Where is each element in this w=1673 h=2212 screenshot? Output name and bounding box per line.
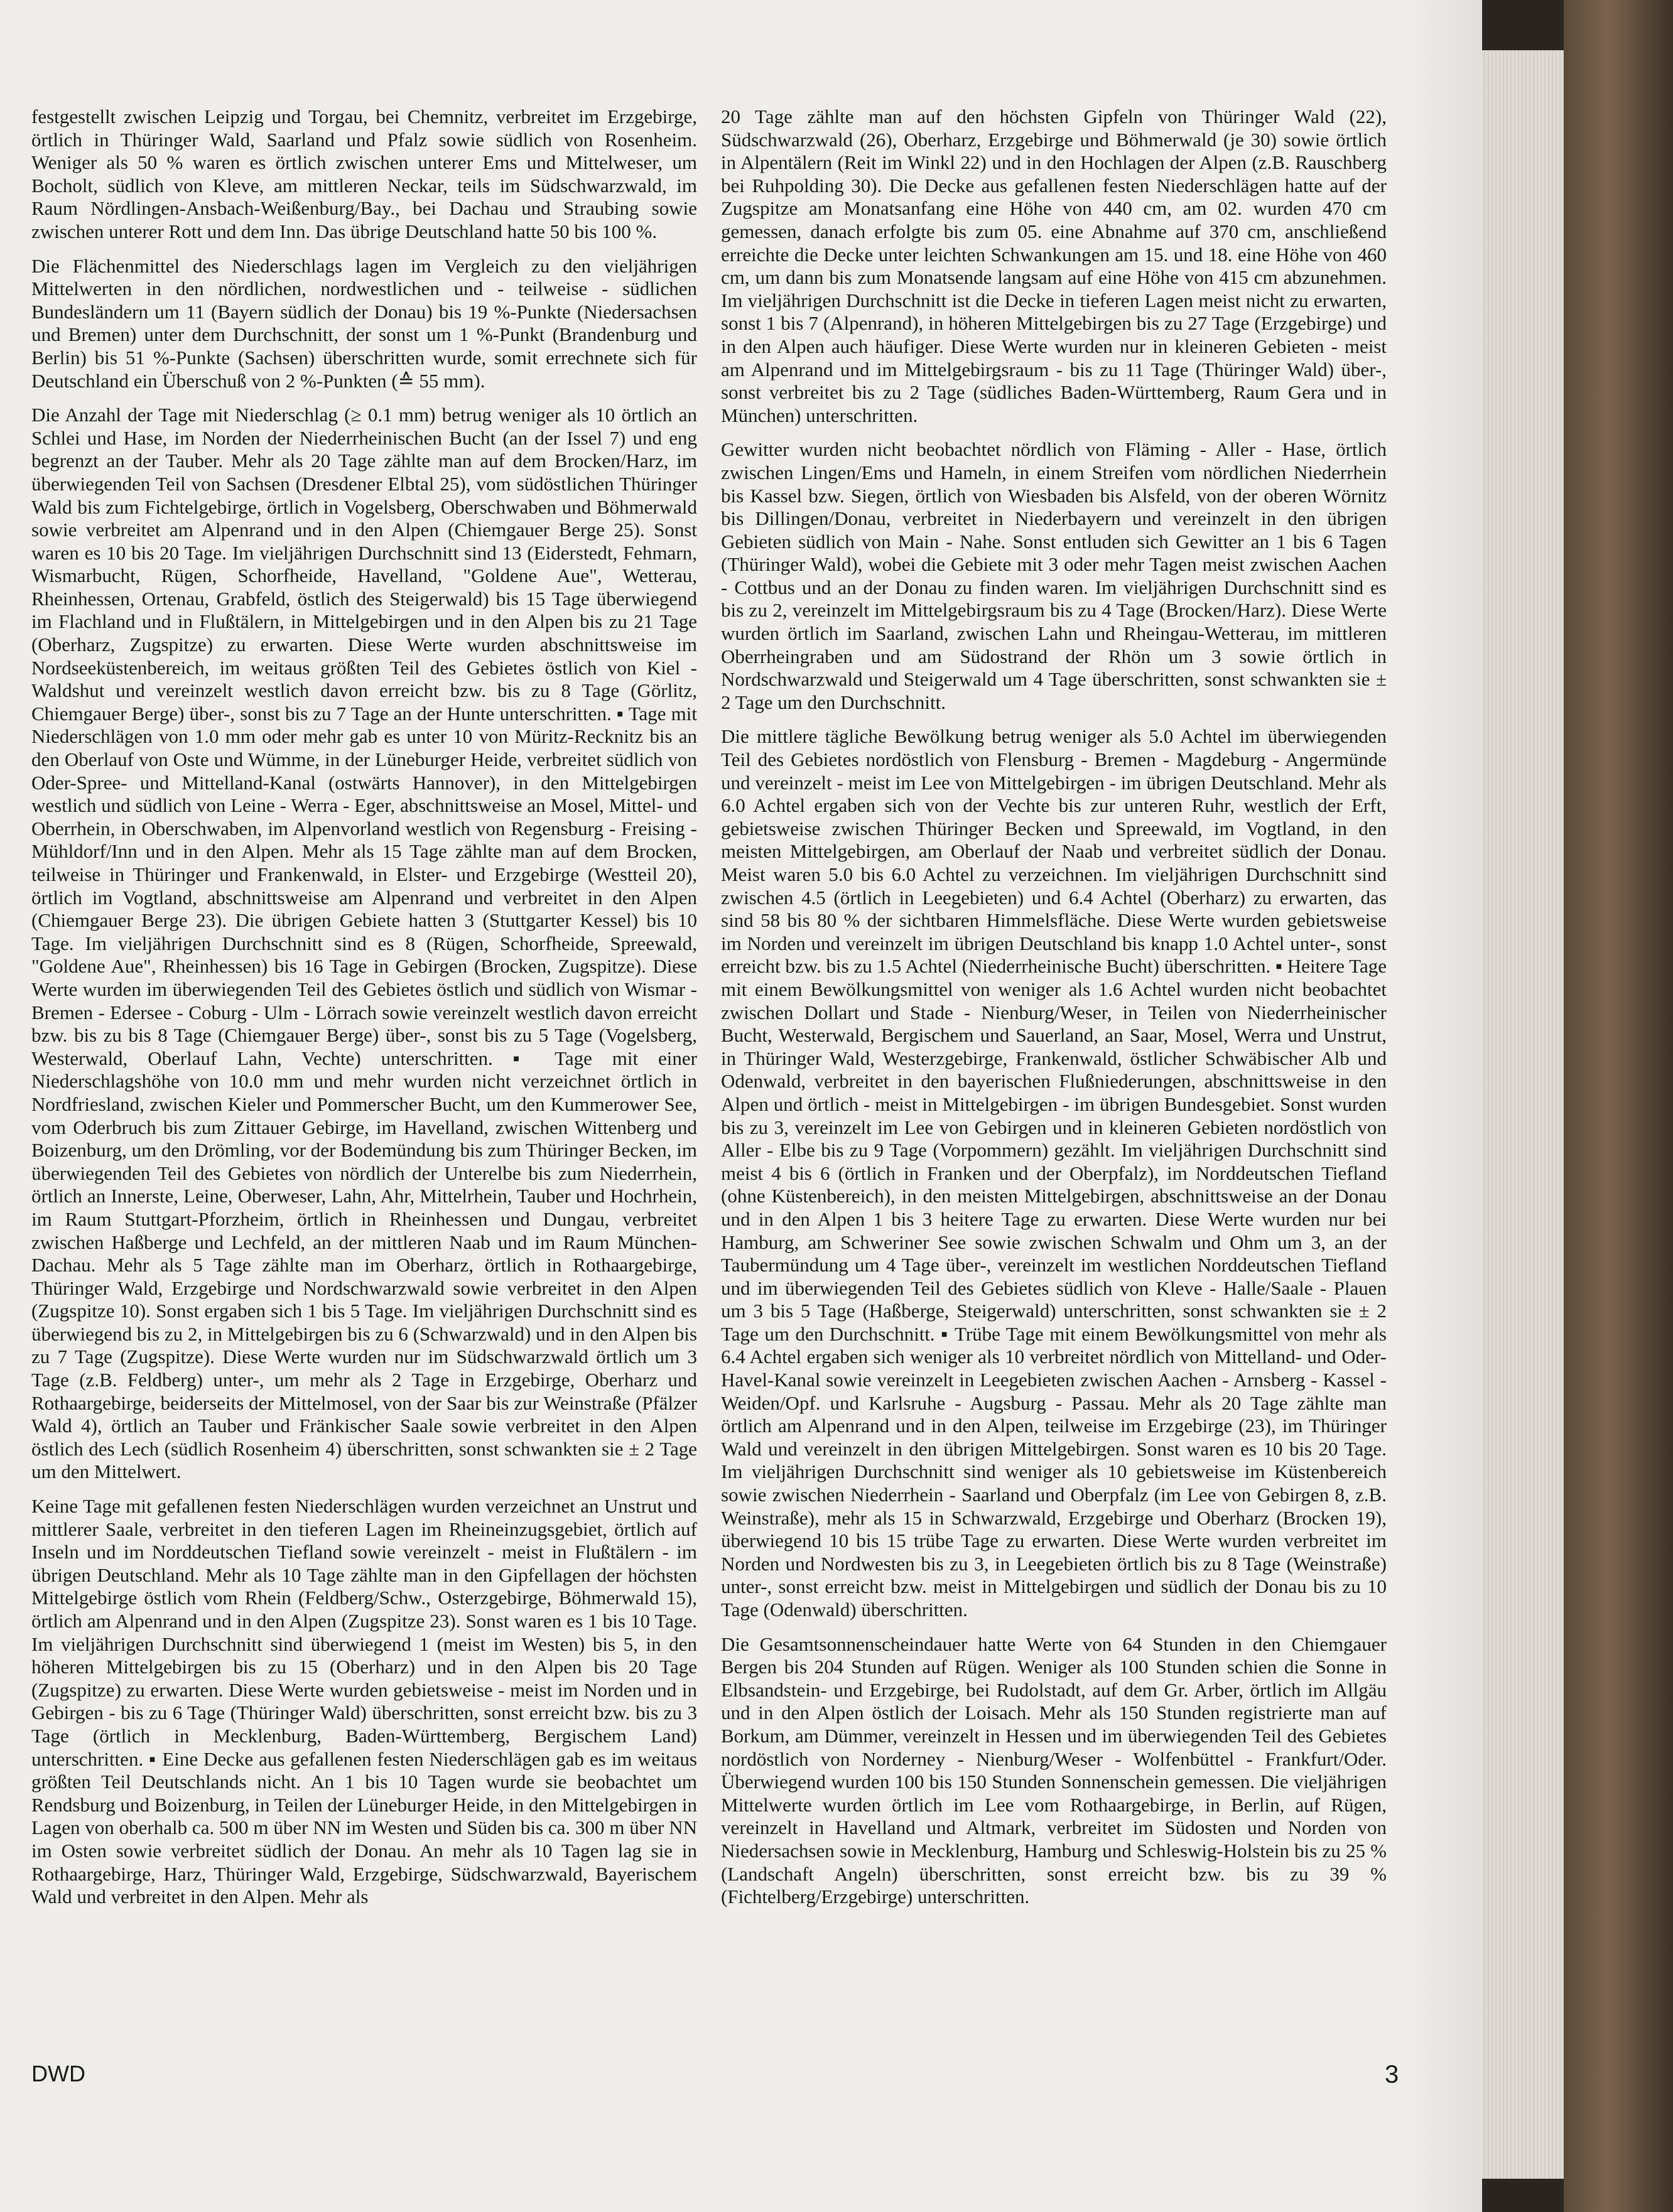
page-number: 3 <box>1385 2061 1399 2088</box>
page-stack-edge <box>1482 50 1564 2179</box>
book-cover <box>1564 0 1673 2212</box>
publisher-label: DWD <box>31 2061 85 2086</box>
text-column-right <box>721 105 1387 1920</box>
page-shadow <box>1407 0 1482 2212</box>
paragraph: festgestellt zwischen Leipzig und Torgau, bei Chemnitz, verbreitet im Erzgebirge, örtlich in Thüringer Wald, Saarland und Pfalz sowie südlich von Rosenheim. Weniger als 50 % waren es örtlich zwischen unterer Ems und Mittelweser, um Bocholt, südlich von Kleve, am mittleren Neckar, teils im Südschwarzwald, im Raum Nördlingen-Ansbach-Weißenburg/Bay., bei Dachau und Straubing sowie zwischen unterer Rott und dem Inn. Das übrige Deutschland hatte 50 bis 100 %. <box>31 105 697 242</box>
paragraph: Die Flächenmittel des Niederschlags lagen im Vergleich zu den vieljährigen Mittelwerten in den nördlichen, nordwestlichen und - teilweise - südlichen Bundesländern um 11 (Bayern südlich der Donau) bis 19 %-Punkte (Niedersachsen und Bremen) unter dem Durchschnitt, der sonst um 1 %-Punkt (Brandenburg und Berlin) bis 51 %-Punkte (Sachsen) überschritten wurde, somit errechnete sich für Deutschland ein Überschuß von 2 %-Punkten (≙ 55 mm). <box>31 254 697 392</box>
paragraph: 20 Tage zählte man auf den höchsten Gipfeln von Thüringer Wald (22), Südschwarzwald (26), Oberharz, Erzgebirge und Böhmerwald (je 30) sowie örtlich in Alpentälern (Reit im Winkl 22) und in den Hochlagen der Alpen (z.B. Rauschberg bei Ruhpolding 30). Die Decke aus gefallenen festen Niederschlägen hatte auf der Zugspitze am Monatsanfang eine Höhe von 440 cm, am 02. wurden 470 cm gemessen, danach erfolgte bis zum 05. eine Abnahme auf 370 cm, anschließend erreichte die Decke unter leichten Schwankungen am 15. und 18. eine Höhe von 460 cm, um dann bis zum Monatsende langsam auf eine Höhe von 415 cm abzunehmen. Im vieljährigen Durchschnitt ist die Decke in tieferen Lagen meist nicht zu erwarten, sonst 1 bis 7 (Alpenrand), in höheren Mittelgebirgen bis zu 27 Tage (Erzgebirge) und in den Alpen auch häufiger. Diese Werte wurden nur in kleineren Gebieten - meist am Alpenrand und im Mittelgebirgsraum - bis zu 11 Tage (Thüringer Wald) über-, sonst verbreitet bis zu 2 Tage (südliches Baden-Württemberg, Raum Gera und in München) unterschritten. <box>721 105 1387 426</box>
paragraph: Die Anzahl der Tage mit Niederschlag (≥ 0.1 mm) betrug weniger als 10 örtlich an Schlei und Hase, im Norden der Niederrheinischen Bucht (an der Issel 7) und eng begrenzt an der Tauber. Mehr als 20 Tage zählte man auf dem Brocken/Harz, im überwiegenden Teil von Sachsen (Dresdener Elbtal 25), vom südöstlichen Thüringer Wald bis zum Fichtelgebirge, örtlich in Vogelsberg, Oberschwaben und Böhmerwald sowie verbreitet am Alpenrand und in den Alpen (Chiemgauer Berge 25). Sonst waren es 10 bis 20 Tage. Im vieljährigen Durchschnitt sind 13 (Eiderstedt, Fehmarn, Wismarbucht, Rügen, Schorfheide, Havelland, "Goldene Aue", Wetterau, Rheinhessen, Ortenau, Grabfeld, östlich des Steigerwald) bis 15 Tage überwiegend im Flachland und in Flußtälern, in Mittelgebirgen und in den Alpen bis zu 21 Tage (Oberharz, Zugspitze) zu erwarten. Diese Werte wurden abschnittsweise im Nordseeküstenbereich, im weitaus größten Teil des Gebietes östlich von Kiel - Waldshut und vereinzelt westlich davon erreicht bzw. bis zu 8 Tage (Görlitz, Chiemgauer Berge) über-, sonst bis zu 7 Tage an der Hunte unterschritten. ▪ Tage mit Niederschlägen von 1.0 mm oder mehr gab es unter 10 von Müritz-Recknitz bis an den Oberlauf von Oste und Wümme, in der Lüneburger Heide, verbreitet südlich von Oder-Spree- und Mittelland-Kanal (ostwärts Hannover), in den Mittelgebirgen westlich und südlich von Leine - Werra - Eger, abschnittsweise an Mosel, Mittel- und Oberrhein, in Oberschwaben, im Alpenvorland westlich von Regensburg - Freising - Mühldorf/Inn und in den Alpen. Mehr als 15 Tage zählte man auf dem Brocken, teilweise in Thüringer und Frankenwald, in Elster- und Erzgebirge (Westteil 20), örtlich im Vogtland, abschnittsweise am Alpenrand und verbreitet in den Alpen (Chiemgauer Berge 23). Die übrigen Gebiete hatten 3 (Stuttgarter Kessel) bis 10 Tage. Im vieljährigen Durchschnitt sind es 8 (Rügen, Schorfheide, Spreewald, "Goldene Aue", Rheinhessen) bis 16 Tage in Gebirgen (Brocken, Zugspitze). Diese Werte wurden im überwiegenden Teil des Gebietes östlich und südlich von Wismar - Bremen - Edersee - Coburg - Ulm - Lörrach sowie vereinzelt westlich davon erreicht bzw. bis zu bis 8 Tage (Chiemgauer Berge) über-, sonst bis zu 5 Tage (Vogelsberg, Westerwald, Oberlauf Lahn, Vechte) unterschritten. ▪ Tage mit einer Niederschlagshöhe von 10.0 mm und mehr wurden nicht verzeichnet örtlich in Nordfriesland, zwischen Kieler und Pommerscher Bucht, um den Kummerower See, vom Oderbruch bis zum Zittauer Gebirge, im Havelland, zwischen Wittenberg und Boizenburg, um den Drömling, vor der Bodemündung bis zum Thüringer Becken, im überwiegenden Teil des Gebietes von nördlich der Unterelbe bis zum Niederrhein, örtlich an Innerste, Leine, Oberweser, Lahn, Ahr, Mittelrhein, Tauber und Hochrhein, im Raum Stuttgart-Pforzheim, örtlich in Rheinhessen und Dungau, verbreitet zwischen Haßberge und Lechfeld, an der mittleren Naab und im Raum München-Dachau. Mehr als 5 Tage zählte man im Oberharz, örtlich in Rothaargebirge, Thüringer Wald, Erzgebirge und Nordschwarzwald sowie verbreitet in den Alpen (Zugspitze 10). Sonst ergaben sich 1 bis 5 Tage. Im vieljährigen Durchschnitt sind es überwiegend bis zu 2, in Mittelgebirgen bis zu 6 (Schwarzwald) und in den Alpen bis zu 7 Tage (Zugspitze). Diese Werte wurden nur im Südschwarzwald örtlich um 3 Tage (z.B. Feldberg) unter-, um mehr als 2 Tage in Erzgebirge, Oberharz und Rothaargebirge, beiderseits der Mittelmosel, von der Saar bis zur Weinstraße (Pfälzer Wald 4), örtlich an Tauber und Fränkischer Saale sowie verbreitet in den Alpen östlich des Lech (südlich Rosenheim 4) überschritten, sonst schwankten sie ± 2 Tage um den Mittelwert. <box>31 404 697 1483</box>
paragraph: Die Gesamtsonnenscheindauer hatte Werte von 64 Stunden in den Chiemgauer Bergen bis 204 Stunden auf Rügen. Weniger als 100 Stunden schien die Sonne in Elbsandstein- und Erzgebirge, bei Rudolstadt, auf dem Gr. Arber, örtlich im Allgäu und in den Alpen östlich der Loisach. Mehr als 150 Stunden registrierte man auf Borkum, am Dümmer, vereinzelt in Hessen und im überwiegenden Teil des Gebietes nordöstlich von Norderney - Nienburg/Weser - Wolfenbüttel - Frankfurt/Oder. Überwiegend wurden 100 bis 150 Stunden Sonnenschein gemessen. Die vieljährigen Mittelwerte wurden örtlich im Lee vom Rothaargebirge, in Berlin, auf Rügen, vereinzelt in Havelland und Altmark, verbreitet im Südosten und Norden von Niedersachsen sowie in Mecklenburg, Hamburg und Schleswig-Holstein bis zu 25 % (Landschaft Angeln) überschritten, sonst erreicht bzw. bis zu 39 % (Fichtelberg/Erzgebirge) unterschritten. <box>721 1632 1387 1908</box>
paragraph: Gewitter wurden nicht beobachtet nördlich von Fläming - Aller - Hase, örtlich zwischen Lingen/Ems und Hameln, in einem Streifen vom nördlichen Niederrhein bis Kassel bzw. Siegen, örtlich von Wiesbaden bis Alsfeld, von der oberen Wörnitz bis Dillingen/Donau, verbreitet in Niederbayern und vereinzelt in den übrigen Gebieten südlich von Main - Nahe. Sonst entluden sich Gewitter an 1 bis 6 Tagen (Thüringer Wald), wobei die Gebiete mit 3 oder mehr Tagen meist zwischen Aachen - Cottbus und an der Donau zu finden waren. Im vieljährigen Durchschnitt sind es bis zu 2, vereinzelt im Mittelgebirgsraum bis zu 4 Tage (Brocken/Harz). Diese Werte wurden örtlich im Saarland, zwischen Lahn und Rheingau-Wetterau, im mittleren Oberrheingraben und am Südostrand der Rhön um 3 sowie örtlich in Nordschwarzwald und Steigerwald um 4 Tage überschritten, sonst schwankten sie ± 2 Tage um den Durchschnitt. <box>721 438 1387 713</box>
text-column-left <box>31 105 697 1920</box>
paragraph: Keine Tage mit gefallenen festen Niederschlägen wurden verzeichnet an Unstrut und mittlerer Saale, verbreitet in den tieferen Lagen im Rheineinzugsgebiet, örtlich auf Inseln und im Norddeutschen Tiefland sowie vereinzelt - meist in Flußtälern - im übrigen Deutschland. Mehr als 10 Tage zählte man in den Gipfellagen der höchsten Mittelgebirge östlich vom Rhein (Feldberg/Schw., Osterzgebirge, Böhmerwald 15), örtlich am Alpenrand und in den Alpen (Zugspitze 23). Sonst waren es 1 bis 10 Tage. Im vieljährigen Durchschnitt sind überwiegend 1 (meist im Westen) bis 5, in den höheren Mittelgebirgen bis zu 15 (Oberharz) und in den Alpen bis 20 Tage (Zugspitze) zu erwarten. Diese Werte wurden gebietsweise - meist im Norden und in Gebirgen - bis zu 6 Tage (Thüringer Wald) überschritten, sonst erreicht bzw. bis zu 3 Tage (örtlich in Mecklenburg, Baden-Württemberg, Bergischem Land) unterschritten. ▪ Eine Decke aus gefallenen festen Niederschlägen gab es im weitaus größten Teil Deutschlands nicht. An 1 bis 10 Tagen wurde sie beobachtet um Rendsburg und Boizenburg, in Teilen der Lüneburger Heide, in den Mittelgebirgen in Lagen von oberhalb ca. 500 m über NN im Westen und Süden bis ca. 300 m über NN im Osten sowie verbreitet südlich der Donau. An mehr als 10 Tagen lag sie in Rothaargebirge, Harz, Thüringer Wald, Erzgebirge, Südschwarzwald, Bayerischem Wald und verbreitet in den Alpen. Mehr als <box>31 1495 697 1908</box>
paragraph: Die mittlere tägliche Bewölkung betrug weniger als 5.0 Achtel im überwiegenden Teil des Gebietes nordöstlich von Flensburg - Bremen - Magdeburg - Angermünde und vereinzelt - meist im Lee von Mittelgebirgen - im übrigen Deutschland. Mehr als 6.0 Achtel ergaben sich von der Vechte bis zur unteren Ruhr, westlich der Erft, gebietsweise zwischen Thüringer Becken und Spreewald, im Vogtland, in den meisten Mittelgebirgen, am Oberlauf der Naab und verbreitet südlich der Donau. Meist waren 5.0 bis 6.0 Achtel zu verzeichnen. Im vieljährigen Durchschnitt sind zwischen 4.5 (örtlich in Leegebieten) und 6.4 Achtel (Oberharz) zu erwarten, das sind 58 bis 80 % der sichtbaren Himmelsfläche. Diese Werte wurden gebietsweise im Norden und vereinzelt im übrigen Deutschland bis knapp 1.0 Achtel unter-, sonst erreicht bzw. bis zu 1.5 Achtel (Niederrheinische Bucht) überschritten. ▪ Heitere Tage mit einem Bewölkungsmittel von weniger als 1.6 Achtel wurden nicht beobachtet zwischen Dollart und Stade - Nienburg/Weser, in Teilen von Niederrheinischer Bucht, Westerwald, Bergischem und Sauerland, an Saar, Mosel, Werra und Unstrut, in Thüringer Wald, Westerzgebirge, Frankenwald, östlicher Schwäbischer Alb und Odenwald, verbreitet in den bayerischen Flußniederungen, abschnittsweise in den Alpen und örtlich - meist in Mittelgebirgen - im übrigen Bundesgebiet. Sonst wurden bis zu 3, vereinzelt im Lee von Gebirgen und in kleineren Gebieten nordöstlich von Aller - Elbe bis zu 9 Tage (Vorpommern) gezählt. Im vieljährigen Durchschnitt sind meist 4 bis 6 (örtlich in Franken und der Oberpfalz), im Norddeutschen Tiefland (ohne Küstenbereich), in den meisten Mittelgebirgen, abschnittsweise an der Donau und in den Alpen 1 bis 3 heitere Tage zu erwarten. Diese Werte wurden nur bei Hamburg, am Schweriner See sowie zwischen Schwalm und Ohm um 3, an der Taubermündung um 4 Tage über-, vereinzelt im westlichen Norddeutschen Tiefland und im überwiegenden Teil des Gebietes südlich von Kleve - Halle/Saale - Plauen um 3 bis 5 Tage (Haßberge, Steigerwald) unterschritten, sonst schwankten sie ± 2 Tage um den Durchschnitt. ▪ Trübe Tage mit einem Bewölkungsmittel von mehr als 6.4 Achtel ergaben sich weniger als 10 verbreitet nördlich von Mittelland- und Oder-Havel-Kanal sowie vereinzelt in Leegebieten zwischen Aachen - Arnsberg - Kassel - Weiden/Opf. und Karlsruhe - Augsburg - Passau. Mehr als 20 Tage zählte man örtlich am Alpenrand und in den Alpen, teilweise im Erzgebirge (23), im Thüringer Wald und vereinzelt in den übrigen Mittelgebirgen. Sonst waren es 10 bis 20 Tage. Im vieljährigen Durchschnitt sind weniger als 10 gebietsweise im Küstenbereich sowie zwischen Niederrhein - Saarland und Oberpfalz (im Lee von Gebirgen 8, z.B. Weinstraße), mehr als 15 in Schwarzwald, Erzgebirge und Oberharz (Brocken 19), überwiegend 10 bis 15 trübe Tage zu erwarten. Diese Werte wurden verbreitet im Norden und Nordwesten bis zu 3, in Leegebieten örtlich bis zu 8 Tage (Weinstraße) unter-, sonst erreicht bzw. meist in Mittelgebirgen und südlich der Donau bis zu 10 Tage (Odenwald) überschritten. <box>721 725 1387 1621</box>
